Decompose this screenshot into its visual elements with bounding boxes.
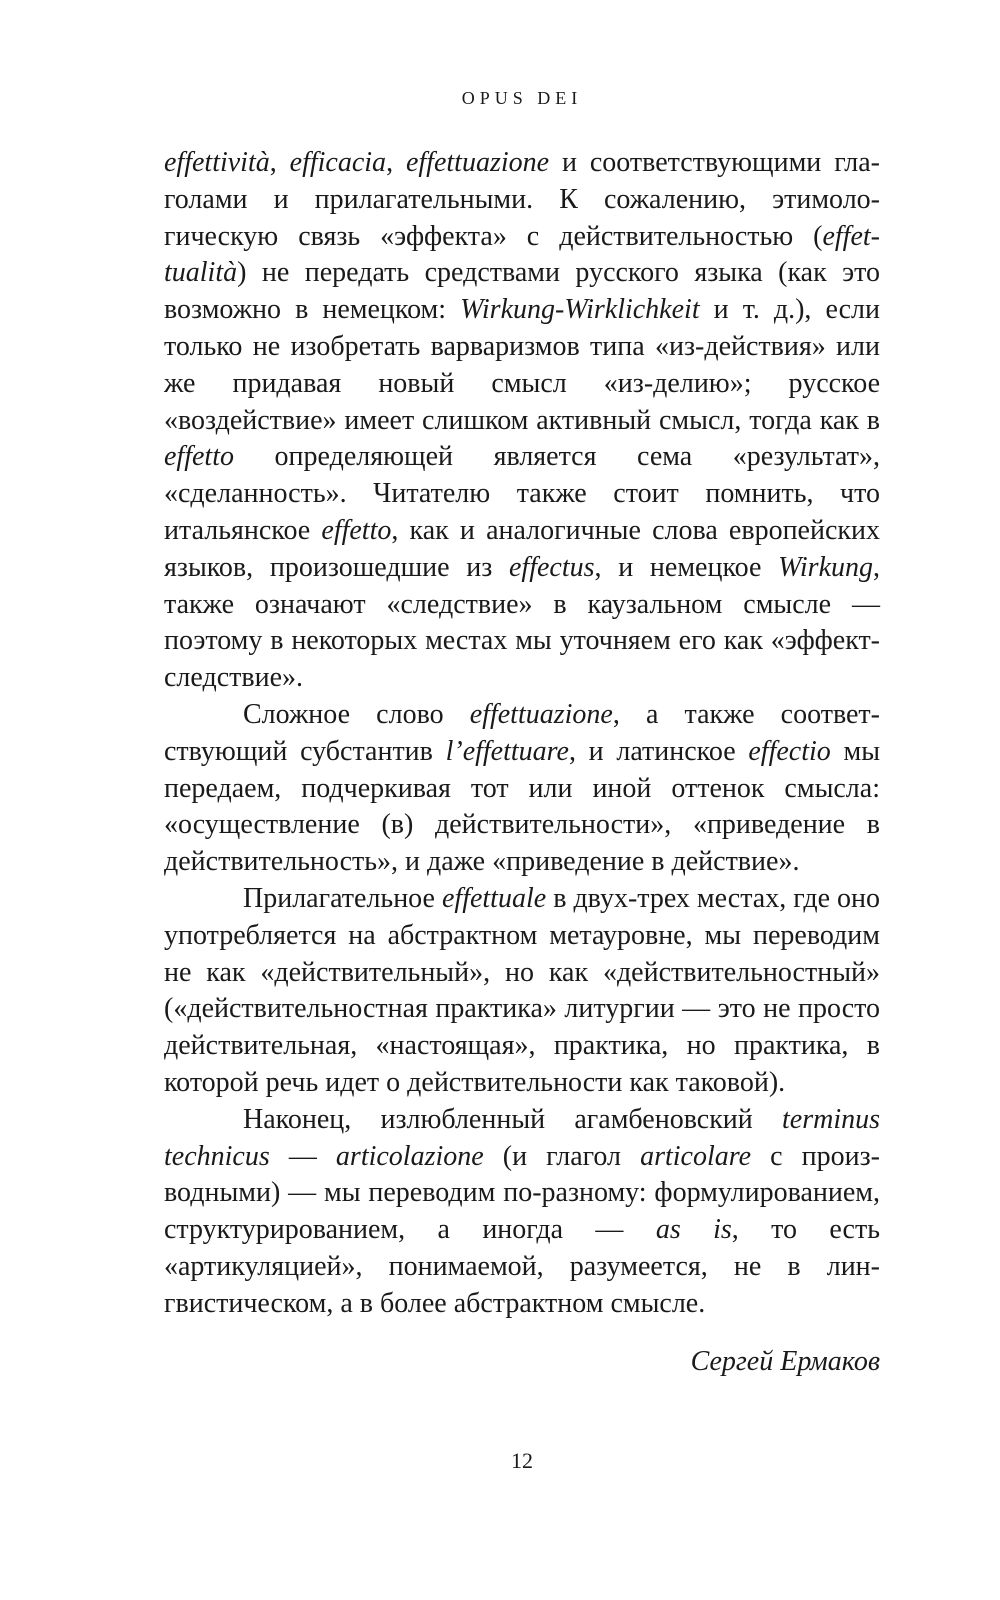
text-run: в двух-трех местах, где оно употребляется на абстрактном метауровне, мы переводим не как «действительный», но как «действительностный» («действительностная практика» литургии — это не просто действительная, «настоящая», практика, но практика, в которой речь идет о действительности как таковой). bbox=[164, 882, 881, 1098]
page-number: 12 bbox=[511, 1448, 533, 1473]
text-run: , bbox=[269, 147, 290, 178]
italic-term: effettualità bbox=[164, 220, 880, 289]
text-run: , и латинское bbox=[568, 735, 749, 767]
translator-signature: Сергей Ермаков bbox=[690, 1346, 880, 1377]
text-run: Прилагательное bbox=[243, 882, 442, 914]
text-run: определяющей является сема «результат», «сделанность». Читателю также стоит помнить, что итальянское bbox=[164, 441, 880, 546]
text-run: , также означают «следствие» в каузальном смысле — поэтому в некоторых местах мы уточняем его как «эффект-следствие». bbox=[164, 551, 880, 694]
italic-term: Wirkung-Wirklichkeit bbox=[460, 294, 700, 326]
italic-term: effettività bbox=[164, 147, 270, 178]
text-run: и т. д.), если только не изобретать варваризмов типа «из-действия» или же придавая новый смысл «из-делию»; русское «воздействие» имеет слишком активный смысл, тогда как в bbox=[164, 294, 880, 436]
italic-term: effectus bbox=[509, 551, 595, 583]
italic-term: Wirkung bbox=[778, 551, 873, 583]
text-run: , bbox=[386, 147, 406, 178]
body-text bbox=[164, 145, 880, 1323]
text-run: , и немецкое bbox=[594, 551, 779, 583]
italic-term: terminus technicus bbox=[164, 1103, 880, 1172]
text-run: (и глагол bbox=[483, 1140, 641, 1172]
italic-term: l’effettuare bbox=[445, 735, 569, 767]
paragraph bbox=[164, 881, 880, 1102]
paragraph bbox=[164, 1102, 880, 1323]
text-run: — bbox=[269, 1140, 336, 1172]
italic-term: as is bbox=[655, 1214, 732, 1246]
paragraph bbox=[164, 145, 880, 697]
italic-term: effettuazione bbox=[405, 147, 550, 178]
italic-term: effetto bbox=[321, 514, 392, 546]
text-run: мы передаем, подчеркивая тот или иной оттенок смысла: «осуществление (в) действительности», «приведение в действительность», и даже «приведение в действие». bbox=[164, 735, 881, 878]
text-run: , то есть «артикуляцией», понимаемой, разумеется, не в лингвистическом, а в более абстрактном смысле. bbox=[164, 1214, 880, 1319]
running-head: OPUS DEI bbox=[461, 88, 583, 108]
italic-term: effetto bbox=[164, 441, 234, 473]
paragraph bbox=[164, 697, 880, 881]
text-run: с производными) — мы переводим по-разному: формулированием, структурированием, а иногда — bbox=[164, 1140, 880, 1246]
text-run: Сложное слово bbox=[243, 698, 470, 730]
book-page bbox=[164, 0, 880, 1600]
text-run: Наконец, излюбленный агамбеновский bbox=[243, 1103, 782, 1135]
italic-term: effettuale bbox=[441, 882, 547, 914]
text-run: и соответствующими глаголами и прилагательными. К сожалению, этимологическую связь «эффекта» с действительностью ( bbox=[164, 147, 880, 252]
italic-term: effectio bbox=[748, 735, 831, 767]
text-run: , а также соответствующий субстантив bbox=[164, 698, 880, 767]
italic-term: articolare bbox=[640, 1140, 752, 1172]
italic-term: effettuazione bbox=[469, 698, 613, 730]
text-run: ) не передать средствами русского языка (как это возможно в немецком: bbox=[164, 257, 880, 326]
italic-term: efficacia bbox=[289, 147, 387, 178]
text-run: , как и аналогичные слова европейских языков, произошедшие из bbox=[164, 514, 880, 583]
italic-term: articolazione bbox=[335, 1140, 484, 1172]
